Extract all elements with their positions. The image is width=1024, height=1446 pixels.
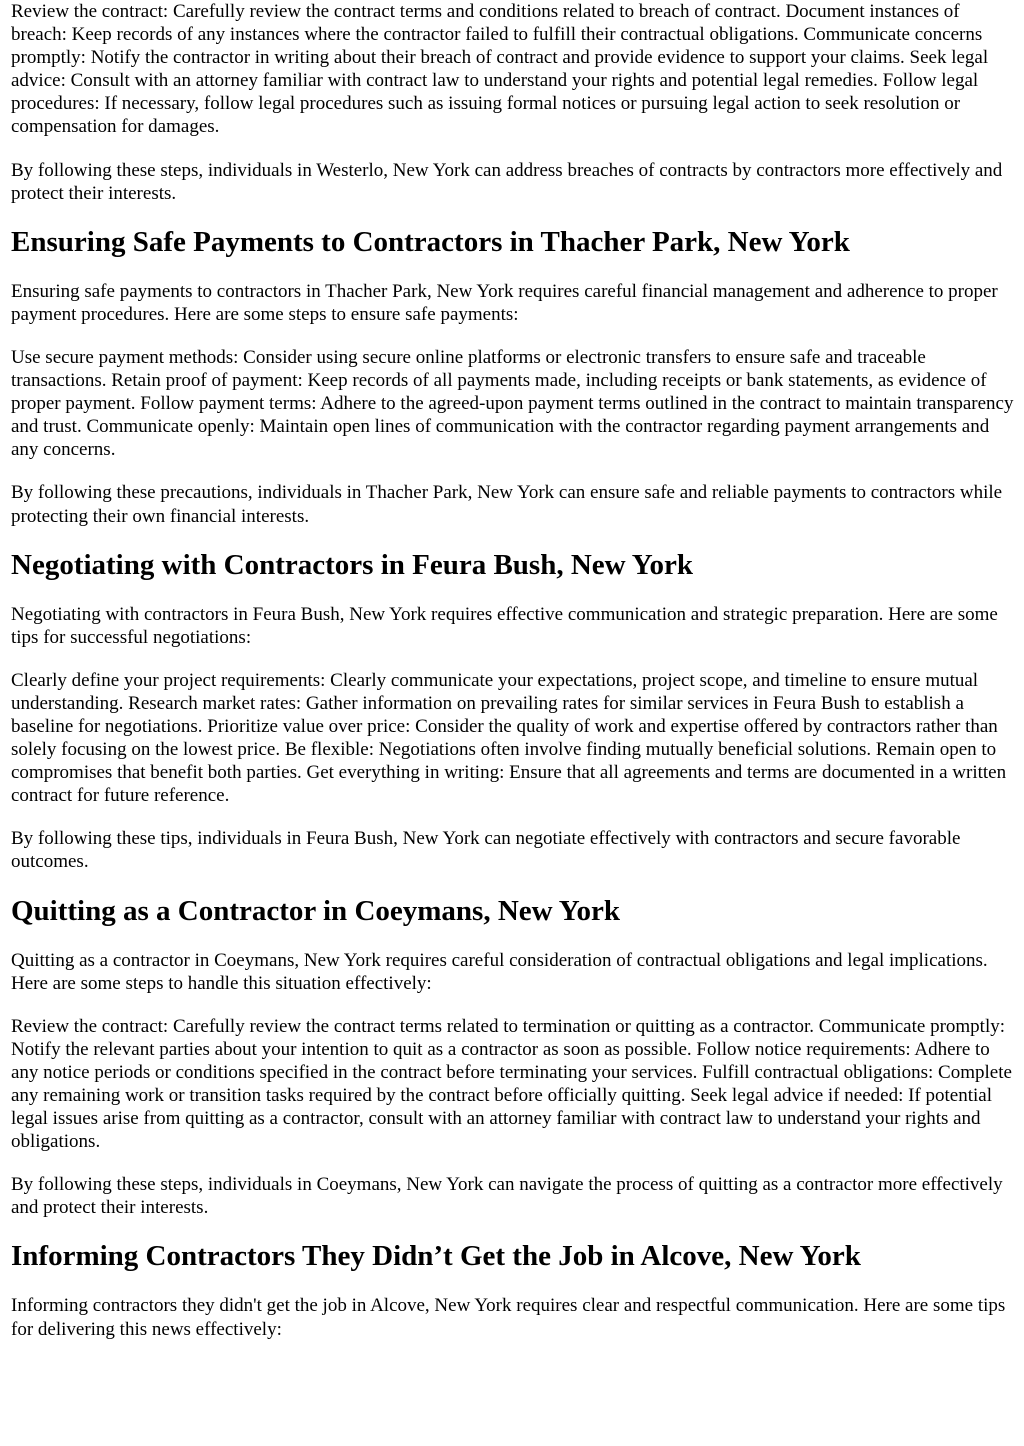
section-heading: Quitting as a Contractor in Coeymans, New York [11, 894, 620, 927]
section-heading: Negotiating with Contractors in Feura Bush, New York [11, 548, 694, 581]
paragraph: Review the contract: Carefully review the contract terms and conditions related to breach of contract. Document instances of breach: Keep records of any instances where the contractor failed to fulfill their contractual obligations. Communicate concerns promptly: Notify the contractor in writing about their breach of contract and provide evidence to support your claims. Seek legal advice: Consult with an attorney familiar with contract law to understand your rights and potential legal remedies. Follow legal procedures: If necessary, follow legal procedures such as issuing formal notices or pursuing legal action to seek resolution or compensation for damages. [11, 1, 989, 138]
paragraph: Clearly define your project requirements: Clearly communicate your expectations, project scope, and timeline to ensure mutual understanding. Research market rates: Gather information on prevailing rates for similar services in Feura Bush to establish a baseline for negotiations. Prioritize value over price: Consider the quality of work and expertise offered by contractors rather than solely focusing on the lowest price. Be flexible: Negotiations often involve finding mutually beneficial solutions. Remain open to compromises that benefit both parties. Get everything in writing: Ensure that all agreements and terms are documented in a written contract for future reference. [11, 669, 1007, 807]
paragraph: By following these precautions, individuals in Thacher Park, New York can ensure safe and reliable payments to contractors while protecting their own financial interests. [11, 482, 1003, 527]
section-heading: Ensuring Safe Payments to Contractors in Thacher Park, New York [11, 225, 850, 258]
paragraph: By following these steps, individuals in Westerlo, New York can address breaches of contracts by contractors more effectively and protect their interests. [11, 159, 1003, 204]
paragraph: Ensuring safe payments to contractors in Thacher Park, New York requires careful financial management and adherence to proper payment procedures. Here are some steps to ensure safe payments: [11, 280, 998, 325]
paragraph: Quitting as a contractor in Coeymans, New York requires careful consideration of contractual obligations and legal implications. Here are some steps to handle this situation effectively: [11, 949, 988, 994]
paragraph: By following these tips, individuals in Feura Bush, New York can negotiate effectively with contractors and secure favorable outcomes. [11, 828, 961, 873]
paragraph: Use secure payment methods: Consider using secure online platforms or electronic transfers to ensure safe and traceable transactions. Retain proof of payment: Keep records of all payments made, including receipts or bank statements, as evidence of proper payment. Follow payment terms: Adhere to the agreed-upon payment terms outlined in the contract to maintain transparency and trust. Communicate openly: Maintain open lines of communication with the contractor regarding payment arrangements and any concerns. [11, 346, 1014, 461]
paragraph: Negotiating with contractors in Feura Bush, New York requires effective communication and strategic preparation. Here are some tips for successful negotiations: [11, 603, 998, 648]
paragraph: Review the contract: Carefully review the contract terms related to termination or quitting as a contractor. Communicate promptly: Notify the relevant parties about your intention to quit as a contractor as soon as possible. Follow notice requirements: Adhere to any notice periods or conditions specified in the contract before terminating your services. Fulfill contractual obligations: Complete any remaining work or transition tasks required by the contract before officially quitting. Seek legal advice if needed: If potential legal issues arise from quitting as a contractor, consult with an attorney familiar with contract law to understand your rights and obligations. [11, 1015, 1012, 1153]
paragraph: By following these steps, individuals in Coeymans, New York can navigate the process of quitting as a contractor more effectively and protect their interests. [11, 1174, 1003, 1219]
section-heading: Informing Contractors They Didn’t Get the Job in Alcove, New York [11, 1240, 861, 1273]
paragraph: Informing contractors they didn't get the job in Alcove, New York requires clear and respectful communication. Here are some tips for delivering this news effectively: [11, 1295, 1006, 1340]
